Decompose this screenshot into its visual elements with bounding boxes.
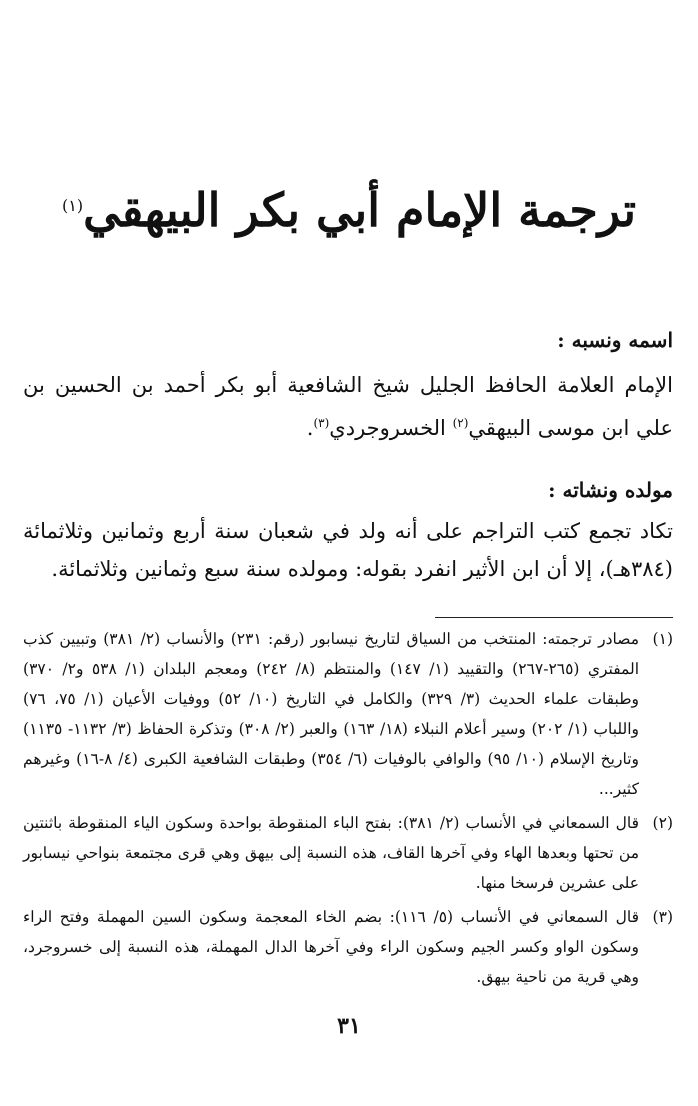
title-footnote-marker: (١) xyxy=(61,196,84,215)
section-paragraph-name xyxy=(23,366,673,447)
page-number: ٣١ xyxy=(337,1013,361,1039)
footnote-text: قال السمعاني في الأنساب (٥/ ١١٦): بضم الخاء المعجمة وسكون السين المهملة وفتح الراء وسكون الواو وكسر الجيم وسكون الراء وفي آخرها الدال المهملة، هذه النسبة إلى خسروجرد، وهي قرية من ناحية بيهق. xyxy=(23,908,639,986)
section-heading-name: اسمه ونسبه : xyxy=(557,328,673,352)
footnote-ref-3: (٣) xyxy=(313,416,330,430)
footnote-ref-2: (٢) xyxy=(452,416,469,430)
footnote-1 xyxy=(23,624,673,804)
title-text: ترجمة الإمام أبي بكر البيهقي xyxy=(83,183,637,237)
name-text-end: . xyxy=(306,416,314,440)
footnote-text: قال السمعاني في الأنساب (٢/ ٣٨١): بفتح الباء المنقوطة بواحدة وسكون الياء المنقوطة باثنتين من تحتها وبعدها الهاء وفي آخرها القاف، هذه النسبة إلى بيهق وهي قرى مجتمعة بنواحي نيسابور على عشرين فرسخا منها. xyxy=(23,814,639,892)
footnote-divider xyxy=(435,617,673,618)
footnote-number: (١) xyxy=(652,630,673,648)
footnote-number: (٣) xyxy=(652,908,673,926)
footnote-3 xyxy=(23,902,673,992)
page-title xyxy=(40,180,658,240)
footnote-number: (٢) xyxy=(652,814,673,832)
name-text-continued: الخسروجردي xyxy=(329,416,453,440)
section-paragraph-birth: تكاد تجمع كتب التراجم على أنه ولد في شعبان سنة أربع وثمانين وثلاثمائة (٣٨٤هـ)، إلا أن ابن الأثير انفرد بقوله: ومولده سنة سبع وثمانين وثلاثمائة. xyxy=(23,519,673,581)
footnote-2 xyxy=(23,808,673,898)
section-heading-birth: مولده ونشاته : xyxy=(548,478,673,502)
footnote-text: مصادر ترجمته: المنتخب من السياق لتاريخ نيسابور (رقم: ٢٣١) والأنساب (٢/ ٣٨١) وتبيين كذب المفتري (٢٦٥-٢٦٧) والتقييد (١/ ١٤٧) والمنتظم (٨/ ٢٤٢) ومعجم البلدان (١/ ٥٣٨ و٢/ ٣٧٠) وطبقات علماء الحديث (٣/ ٣٢٩) والكامل في التاريخ (١٠/ ٥٢) ووفيات الأعيان (١/ ٧٥، ٧٦) واللباب (١/ ٢٠٢) وسير أعلام النبلاء (١٨/ ١٦٣) والعبر (٢/ ٣٠٨) وتذكرة الحفاظ (٣/ ١١٣٢- ١١٣٥) وتاريخ الإسلام (١٠/ ٩٥) والوافي بالوفيات (٦/ ٣٥٤) وطبقات الشافعية الكبرى (٤/ ٨-١٦) وغيرهم كثير... xyxy=(23,630,640,798)
name-text: الإمام العلامة الحافظ الجليل شيخ الشافعية أبو بكر أحمد بن الحسين بن علي ابن موسى البيهقي xyxy=(23,373,673,440)
footnotes xyxy=(23,624,673,996)
